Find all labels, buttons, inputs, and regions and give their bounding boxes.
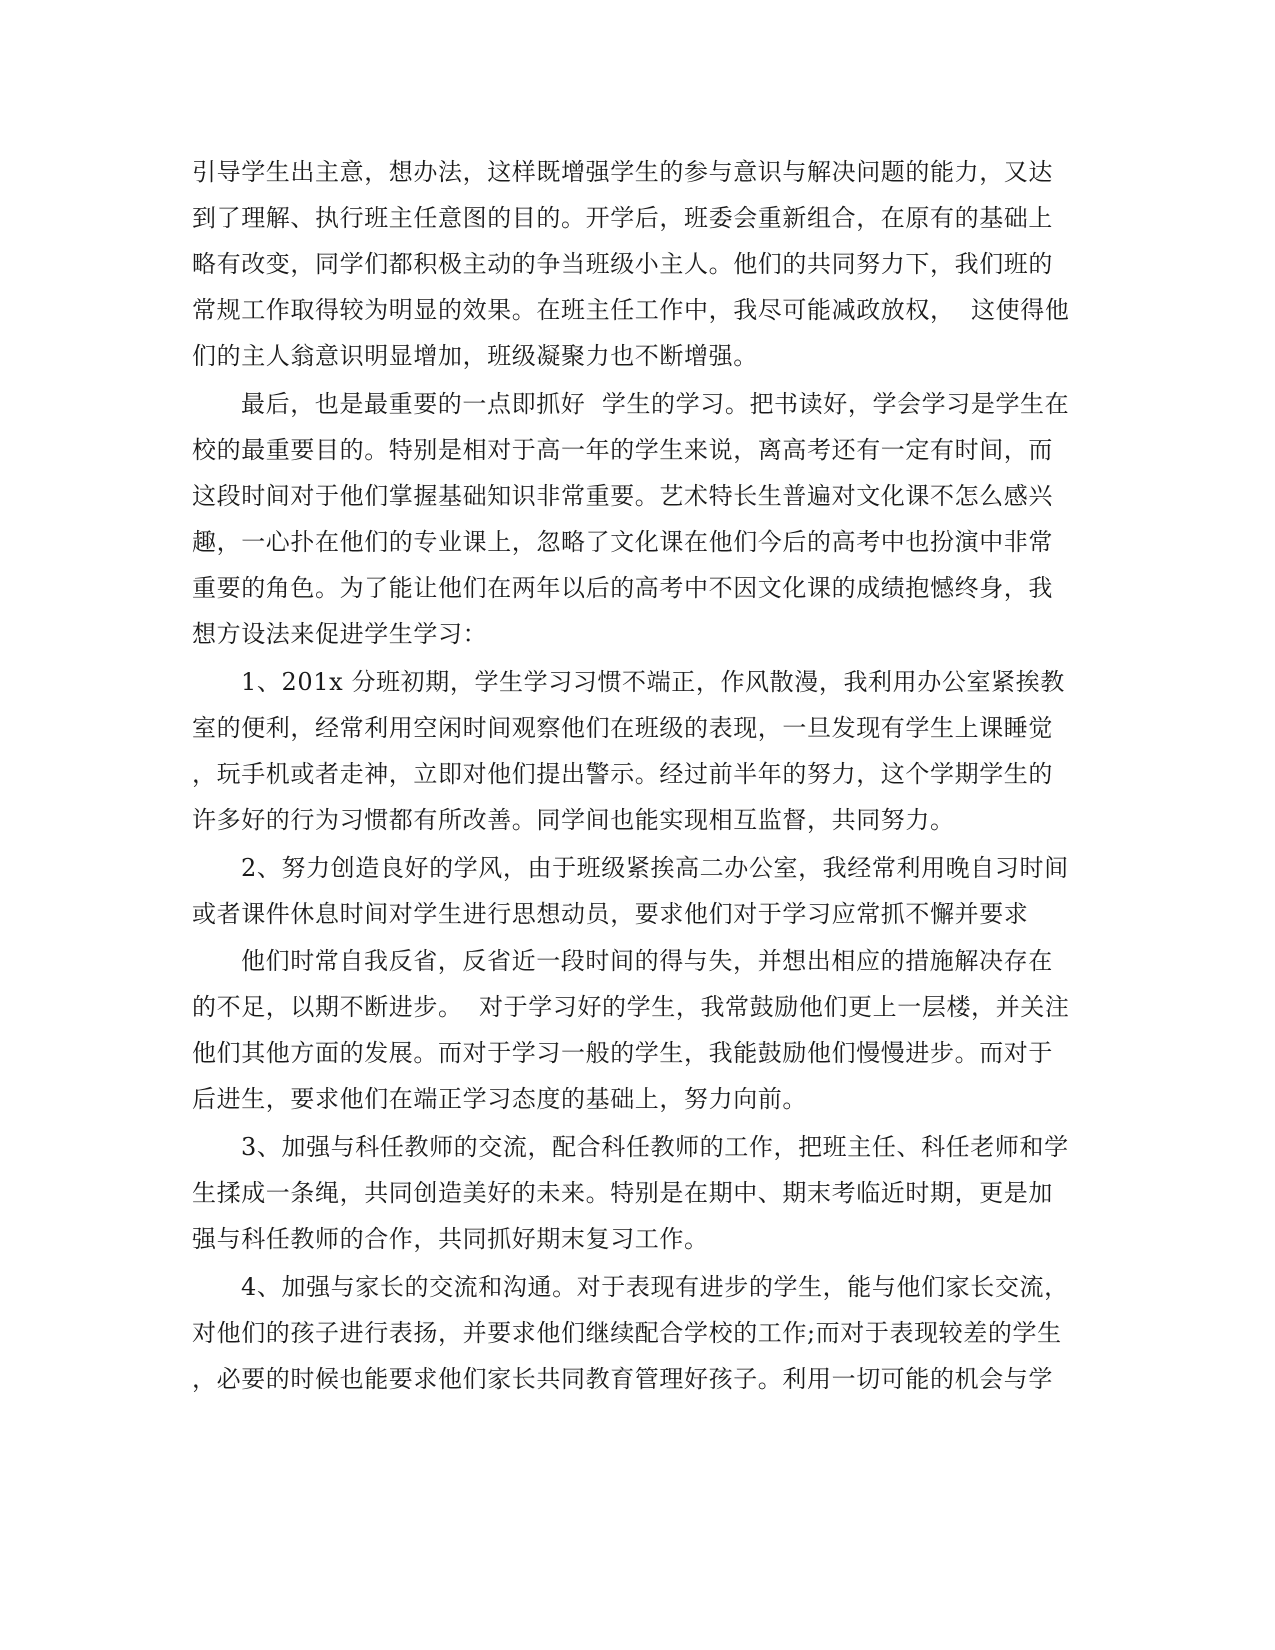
text-line: ，玩手机或者走神，立即对他们提出警示。经过前半年的努力，这个学期学生的 [192,760,1053,788]
text-line: ，必要的时候也能要求他们家长共同教育管理好孩子。利用一切可能的机会与学 [192,1365,1053,1393]
paragraph-first-line: 他们时常自我反省，反省近一段时间的得与失，并想出相应的措施解决存在 [241,947,1053,975]
text-line: 校的最重要目的。特别是相对于高一年的学生来说，离高考还有一定有时间，而 [192,436,1053,464]
text-line: 许多好的行为习惯都有所改善。同学间也能实现相互监督，共同努力。 [192,806,955,834]
text-line: 引导学生出主意，想办法，这样既增强学生的参与意识与解决问题的能力，又达 [192,158,1053,186]
text-line: 到了理解、执行班主任意图的目的。开学后，班委会重新组合，在原有的基础上 [192,204,1053,232]
paragraph-first-line: 最后，也是最重要的一点即抓好 学生的学习。把书读好，学会学习是学生在 [241,390,1070,418]
text-line: 强与科任教师的合作，共同抓好期末复习工作。 [192,1225,709,1253]
text-line: 后进生，要求他们在端正学习态度的基础上，努力向前。 [192,1085,807,1113]
text-line: 生揉成一条绳，共同创造美好的未来。特别是在期中、期末考临近时期，更是加 [192,1179,1053,1207]
text-line: 们的主人翁意识明显增加，班级凝聚力也不断增强。 [192,342,758,370]
text-line: 对他们的孩子进行表扬，并要求他们继续配合学校的工作;而对于表现较差的学生 [192,1319,1062,1347]
text-line: 略有改变，同学们都积极主动的争当班级小主人。他们的共同努力下，我们班的 [192,250,1053,278]
paragraph-first-line: 4、加强与家长的交流和沟通。对于表现有进步的学生，能与他们家长交流， [241,1273,1069,1301]
paragraph-first-line: 1、201x 分班初期，学生学习习惯不端正，作风散漫，我利用办公室紧挨教 [241,668,1065,696]
text-line: 室的便利，经常利用空闲时间观察他们在班级的表现，一旦发现有学生上课睡觉 [192,714,1053,742]
text-line: 这段时间对于他们掌握基础知识非常重要。艺术特长生普遍对文化课不怎么感兴 [192,482,1053,510]
text-line: 常规工作取得较为明显的效果。在班主任工作中，我尽可能减政放权， 这使得他 [192,296,1070,324]
paragraph-first-line: 3、加强与科任教师的交流，配合科任教师的工作，把班主任、科任老师和学 [241,1133,1069,1161]
text-line: 的不足，以期不断进步。 对于学习好的学生，我常鼓励他们更上一层楼，并关注 [192,993,1070,1021]
paragraph-first-line: 2、努力创造良好的学风，由于班级紧挨高二办公室，我经常利用晚自习时间 [241,854,1069,882]
text-line: 重要的角色。为了能让他们在两年以后的高考中不因文化课的成绩抱憾终身，我 [192,574,1053,602]
text-line: 他们其他方面的发展。而对于学习一般的学生，我能鼓励他们慢慢进步。而对于 [192,1039,1053,1067]
text-line: 或者课件休息时间对学生进行思想动员，要求他们对于学习应常抓不懈并要求 [192,900,1029,928]
text-line: 想方设法来促进学生学习： [192,620,488,648]
text-line: 趣，一心扑在他们的专业课上，忽略了文化课在他们今后的高考中也扮演中非常 [192,528,1053,556]
